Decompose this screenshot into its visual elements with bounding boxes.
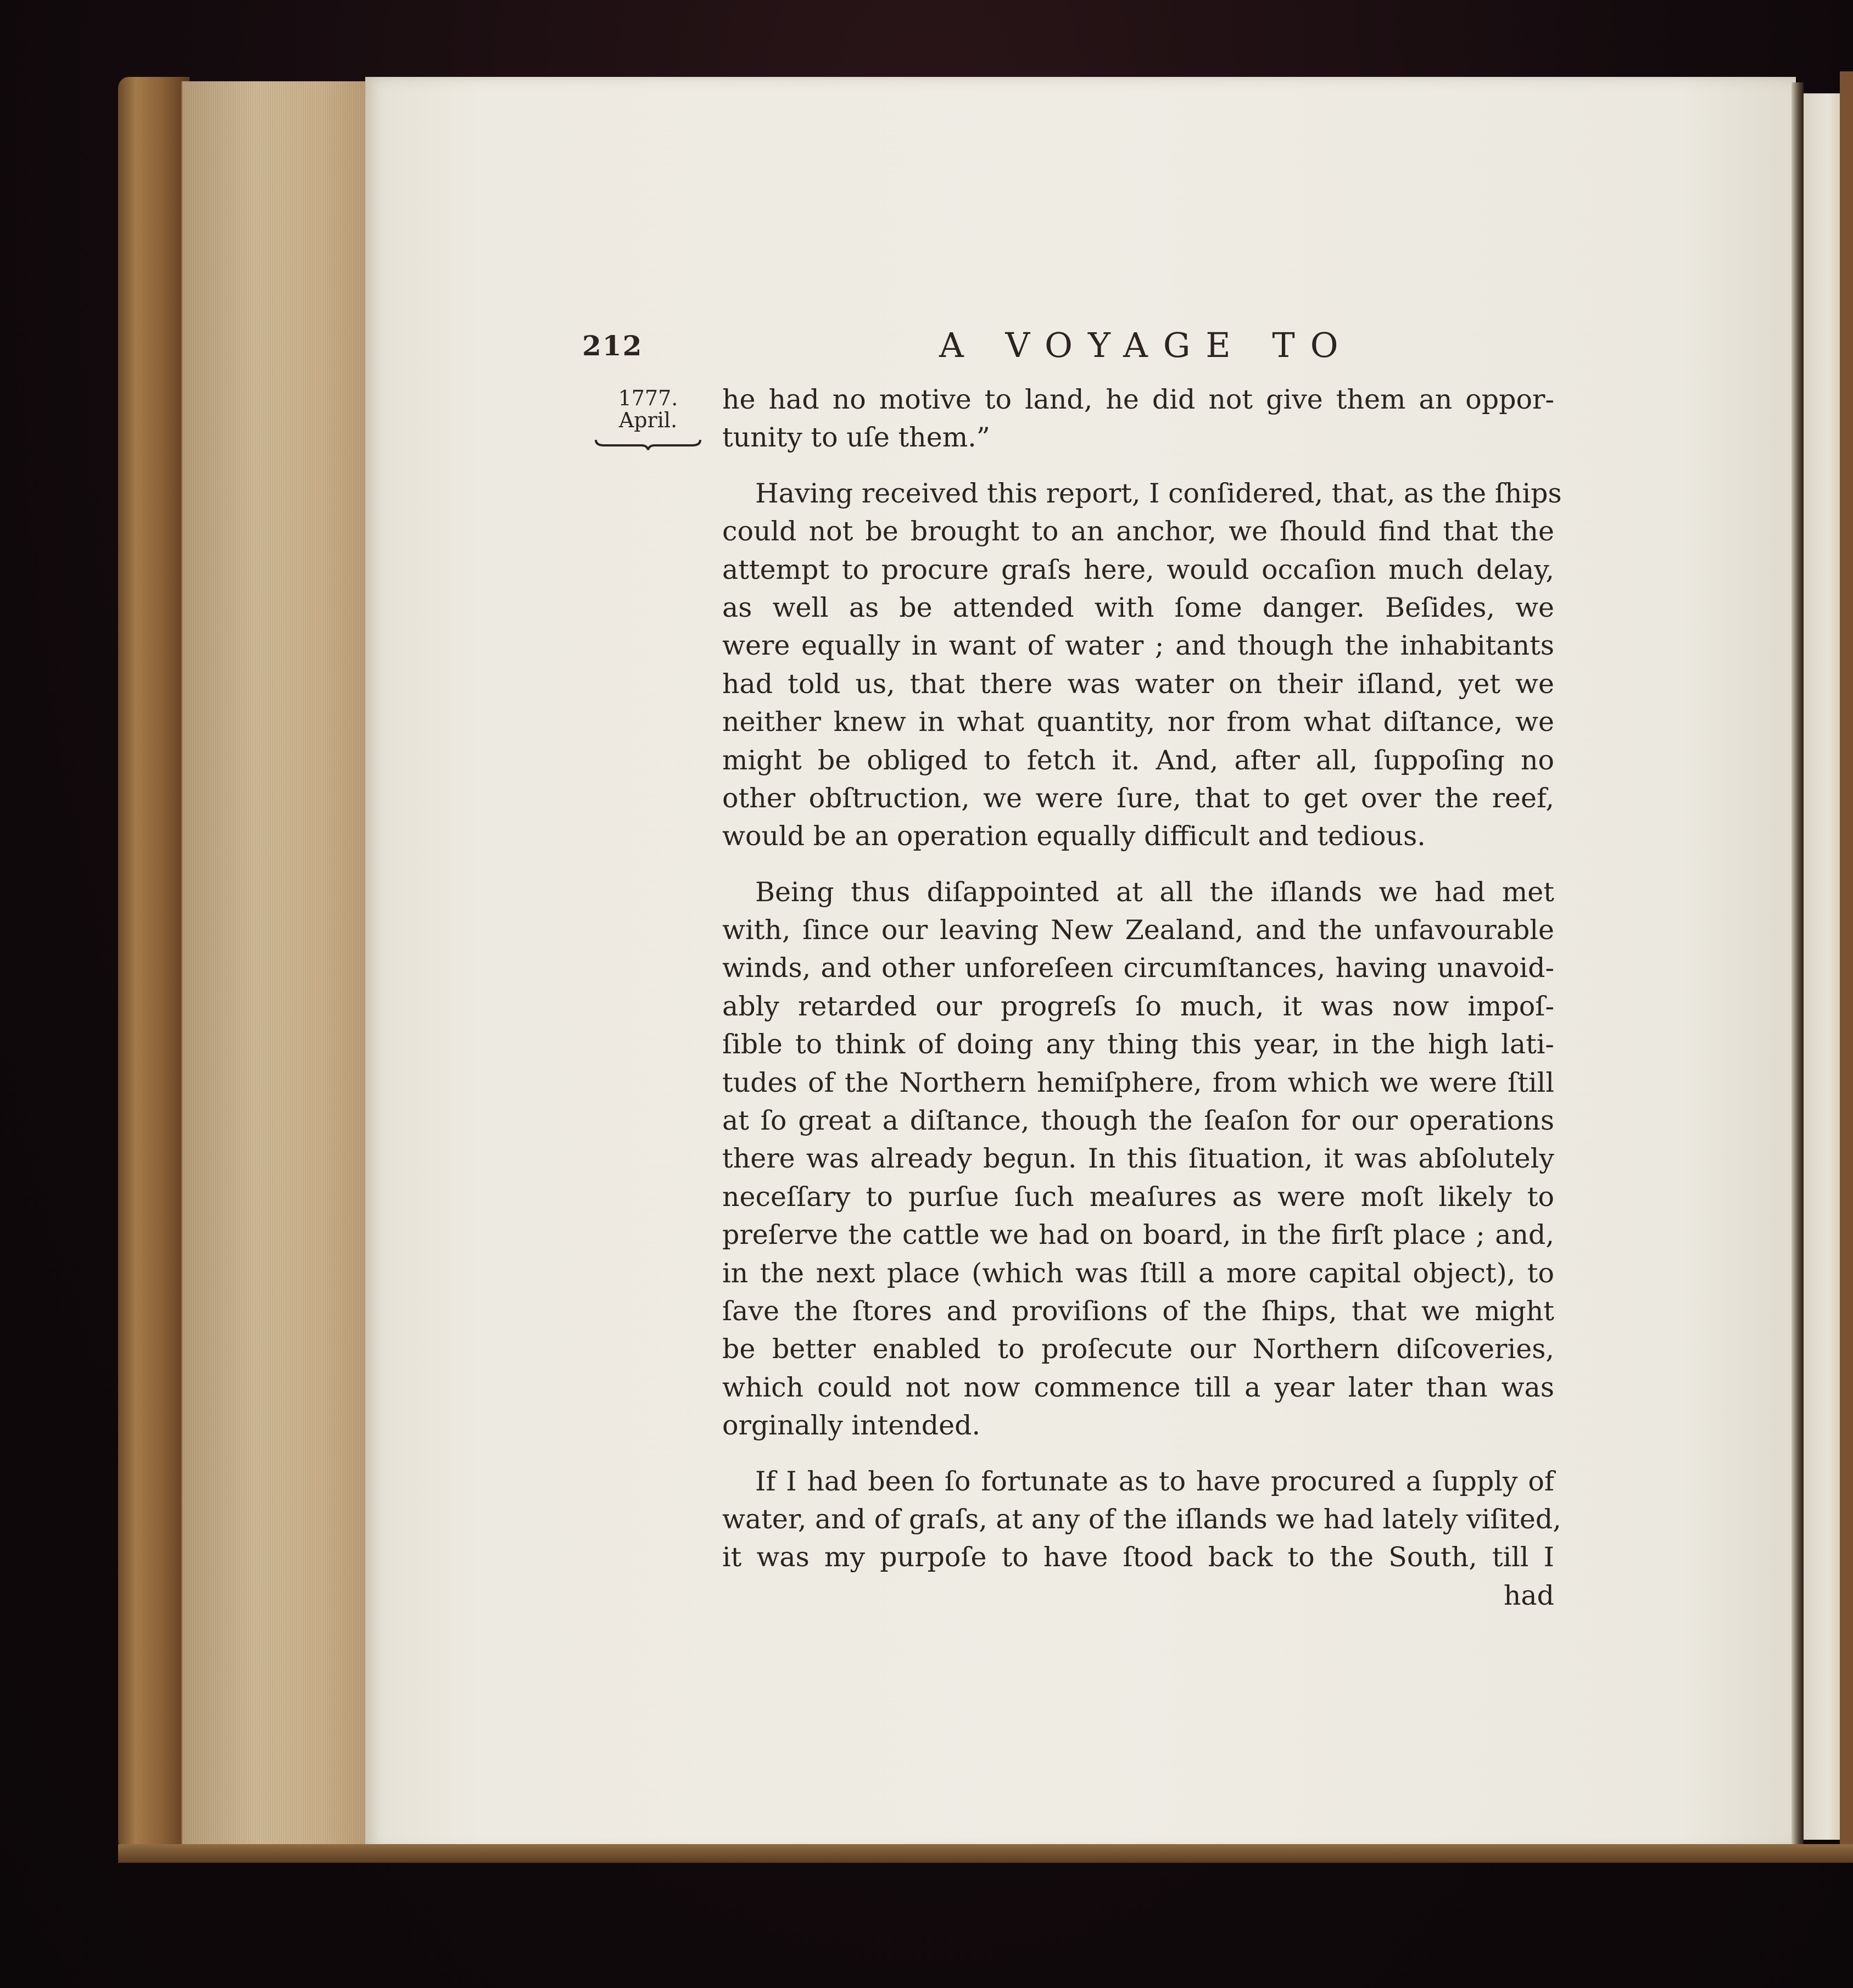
text-line: were equally in want of water ; and though the inhabitants — [722, 630, 1554, 662]
catchword: had — [1503, 1579, 1554, 1611]
text-line: could not be brought to an anchor, we ſhould find that the — [722, 516, 1554, 548]
text-line: neither knew in what quantity, nor from what diſtance, we — [722, 706, 1554, 738]
text-line: tudes of the Northern hemiſphere, from which we were ſtill — [722, 1066, 1554, 1098]
paragraph-gap — [722, 856, 1554, 873]
text-line: If I had been ſo fortunate as to have procured a ſupply of — [755, 1465, 1554, 1497]
marginal-year: 1777. — [618, 386, 678, 410]
text-line: with, ſince our leaving New Zealand, and the unfavourable — [722, 914, 1554, 946]
running-title: A VOYAGE TO — [939, 325, 1354, 365]
paragraph — [722, 1462, 1561, 1577]
text-line: Being thus diſappointed at all the iſlands we had met — [755, 876, 1554, 908]
text-line: tunity to uſe them.” — [722, 422, 990, 454]
text-line: ſave the ſtores and proviſions of the ſhips, that we might — [722, 1295, 1554, 1327]
text-line: winds, and other unforeſeen circumſtances, having unavoid- — [722, 952, 1554, 984]
marginal-month: April. — [618, 408, 678, 432]
text-line: there was already begun. In this ſituation, it was abſolutely — [722, 1143, 1554, 1175]
text-line: ably retarded our progreſs ſo much, it was now impoſ- — [722, 990, 1554, 1022]
text-line: orginally intended. — [722, 1410, 981, 1442]
marginal-brace-ornament — [593, 435, 703, 452]
paragraph-gap — [722, 457, 1554, 474]
text-line: he had no motive to land, he did not give them an oppor- — [722, 384, 1554, 415]
marginal-note — [593, 387, 703, 453]
book-bottom-board — [118, 1844, 1853, 1863]
text-line: had told us, that there was water on their iſland, yet we — [722, 668, 1554, 700]
book-gutter — [1791, 82, 1804, 1851]
paragraph — [722, 873, 1554, 1445]
page-edges — [181, 81, 369, 1850]
book-cover-left — [118, 77, 189, 1851]
body-text — [722, 381, 1562, 1615]
page-number: 212 — [582, 330, 643, 362]
text-line: neceſſary to purſue ſuch meaſures as were moſt likely to — [722, 1181, 1554, 1213]
text-line: be better enabled to proſecute our Northern diſcoveries, — [722, 1333, 1554, 1365]
text-line: might be obliged to fetch it. And, after all, ſuppoſing no — [722, 744, 1554, 776]
text-line: in the next place (which was ſtill a more capital object), to — [722, 1257, 1554, 1289]
text-line: at ſo great a diſtance, though the ſeaſon for our operations — [722, 1105, 1554, 1137]
text-line: it was my purpoſe to have ſtood back to the South, till I — [722, 1542, 1554, 1573]
text-line: other obſtruction, we were ſure, that to get over the reef, — [722, 782, 1554, 814]
paragraph — [722, 381, 1554, 457]
text-line: would be an operation equally difficult and tedious. — [722, 820, 1426, 852]
paragraph — [722, 474, 1562, 856]
text-line: ſible to think of doing any thing this year, in the high lati- — [722, 1029, 1554, 1060]
text-line: preſerve the cattle we had on board, in the firſt place ; and, — [722, 1219, 1554, 1251]
page-header — [582, 325, 1560, 369]
paragraph-gap — [722, 1445, 1554, 1462]
text-line: as well as be attended with ſome danger. Beſides, we — [722, 591, 1554, 623]
book-cover-right — [1840, 71, 1853, 1862]
text-line: water, and of graſs, at any of the iſlands we had lately viſited, — [722, 1503, 1561, 1535]
text-line: attempt to procure graſs here, would occaſion much delay, — [722, 554, 1554, 585]
text-line: which could not now commence till a year later than was — [722, 1371, 1554, 1403]
text-line: Having received this report, I conſidered, that, as the ſhips — [755, 477, 1562, 509]
